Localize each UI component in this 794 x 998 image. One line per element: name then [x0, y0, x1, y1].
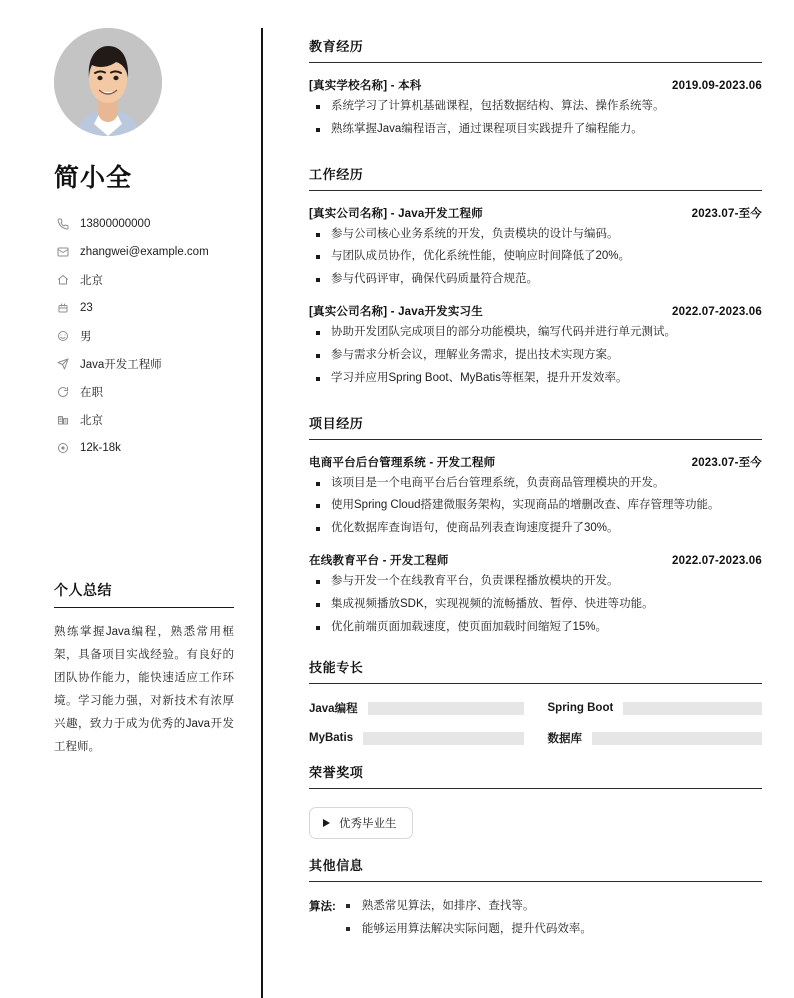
work-entry — [309, 205, 762, 289]
award-label: 优秀毕业生 — [339, 818, 397, 831]
refresh-icon — [54, 386, 71, 398]
education-entry — [309, 77, 762, 139]
bullet-list — [309, 475, 762, 538]
contact-gender — [54, 322, 233, 350]
section-projects — [309, 413, 762, 637]
section-other — [309, 855, 762, 943]
skill-label: 数据库 — [547, 733, 582, 746]
other-group — [309, 897, 762, 943]
spacer — [309, 144, 762, 164]
phone-icon — [54, 218, 71, 230]
skill-row — [309, 700, 524, 716]
skill-row — [309, 730, 524, 746]
entry-title: [真实学校名称] - 本科 — [309, 80, 422, 92]
bullet-item: 参与开发一个在线教育平台，负责课程播放模块的开发。 — [309, 573, 762, 591]
bullet-item: 集成视频播放SDK，实现视频的流畅播放、暂停、快进等功能。 — [309, 596, 762, 614]
skill-row — [548, 700, 763, 716]
awards-row — [309, 807, 762, 839]
skills-grid — [309, 700, 762, 746]
bullet-list — [309, 226, 762, 289]
contact-city — [54, 406, 233, 434]
entry-header — [309, 77, 762, 93]
skill-progress-track — [623, 702, 762, 715]
building-icon — [54, 414, 71, 426]
entry-header — [309, 303, 762, 319]
work-entry — [309, 303, 762, 387]
paper-plane-icon — [54, 358, 71, 370]
skill-progress-track — [368, 702, 524, 715]
sidebar — [0, 0, 263, 998]
entry-title: 在线教育平台 - 开发工程师 — [309, 554, 449, 567]
skill-progress-track — [592, 732, 762, 745]
bullet-item: 与团队成员协作，优化系统性能，使响应时间降低了20%。 — [309, 248, 762, 266]
other-bullet-list — [336, 897, 762, 943]
bullet-item: 使用Spring Cloud搭建微服务架构，实现商品的增删改查、库存管理等功能。 — [309, 497, 762, 515]
entry-header — [309, 205, 762, 221]
bullet-item: 优化前端页面加载速度，使页面加载时间缩短了15%。 — [309, 619, 762, 637]
salary-icon — [54, 442, 71, 454]
section-title-other: 其他信息 — [309, 855, 762, 882]
bullet-list — [309, 573, 762, 636]
bullet-item: 参与公司核心业务系统的开发，负责模块的设计与编码。 — [309, 226, 762, 244]
entry-title: 电商平台后台管理系统 - 开发工程师 — [309, 456, 496, 469]
contact-location — [54, 266, 233, 294]
bullet-item: 协助开发团队完成项目的部分功能模块，编写代码并进行单元测试。 — [309, 324, 762, 342]
section-education — [309, 36, 762, 139]
project-entry — [309, 552, 762, 636]
section-work — [309, 164, 762, 388]
bullet-item: 参与需求分析会议，理解业务需求，提出技术实现方案。 — [309, 347, 762, 365]
contact-value: 23 — [80, 302, 93, 314]
spacer — [309, 746, 762, 762]
entry-title: [真实公司名称] - Java开发实习生 — [309, 306, 483, 319]
avatar — [54, 28, 162, 136]
bullet-item: 系统学习了计算机基础课程，包括数据结构、算法、操作系统等。 — [309, 98, 762, 116]
other-bullet-item: 熟悉常见算法，如排序、查找等。 — [336, 897, 762, 916]
bullet-item: 熟练掌握Java编程语言，通过课程项目实践提升了编程能力。 — [309, 121, 762, 139]
section-title-projects: 项目经历 — [309, 413, 762, 440]
bullet-item: 该项目是一个电商平台后台管理系统，负责商品管理模块的开发。 — [309, 475, 762, 493]
contact-value: Java开发工程师 — [80, 359, 162, 371]
entry-title: [真实公司名称] - Java开发工程师 — [309, 207, 483, 220]
avatar-photo — [54, 28, 162, 136]
skill-row — [548, 730, 763, 746]
contact-value: 北京 — [80, 275, 103, 287]
section-title-education: 教育经历 — [309, 36, 762, 63]
calendar-icon — [54, 302, 71, 314]
contact-value: 北京 — [80, 415, 103, 427]
entry-date: 2023.07-至今 — [691, 456, 762, 469]
contact-value: 男 — [80, 331, 92, 343]
summary-text: 熟练掌握Java编程，熟悉常用框架，具备项目实战经验。有良好的团队协作能力，能快速适应工作环境。学习能力强，对新技术有浓厚兴趣，致力于成为优秀的Java开发工程师。 — [54, 626, 234, 753]
spacer — [309, 641, 762, 657]
home-icon — [54, 274, 71, 286]
entry-header — [309, 552, 762, 568]
skill-label: MyBatis — [309, 732, 354, 745]
contact-value: 12k-18k — [80, 442, 121, 454]
contact-email — [54, 238, 233, 266]
contact-value: 13800000000 — [80, 218, 151, 230]
spacer — [309, 839, 762, 855]
summary-heading: 个人总结 — [54, 580, 234, 608]
skill-progress-track — [363, 732, 523, 745]
award-badge[interactable] — [309, 807, 413, 839]
bullet-list — [309, 324, 762, 387]
section-title-work: 工作经历 — [309, 164, 762, 191]
entry-date: 2022.07-2023.06 — [672, 554, 762, 567]
bullet-item: 优化数据库查询语句，使商品列表查询速度提升了30%。 — [309, 520, 762, 538]
contact-position — [54, 350, 233, 378]
contact-salary — [54, 434, 233, 462]
skill-label: Spring Boot — [547, 702, 614, 715]
entry-date: 2022.07-2023.06 — [672, 306, 762, 319]
entry-date: 2023.07-至今 — [691, 207, 762, 220]
entry-header — [309, 454, 762, 470]
summary-block — [54, 580, 234, 759]
page-title: 简小全 — [54, 164, 133, 192]
contact-phone — [54, 210, 233, 238]
contact-value: 在职 — [80, 387, 103, 399]
contact-list — [54, 210, 233, 462]
play-arrow-icon — [323, 819, 330, 827]
other-bullet-item: 能够运用算法解决实际问题，提升代码效率。 — [336, 920, 762, 939]
envelope-icon — [54, 246, 71, 258]
contact-age — [54, 294, 233, 322]
section-title-awards: 荣誉奖项 — [309, 762, 762, 789]
spacer — [309, 393, 762, 413]
section-skills — [309, 657, 762, 746]
entry-date: 2019.09-2023.06 — [672, 80, 762, 92]
bullet-list — [309, 98, 762, 139]
avatar-illustration — [54, 28, 162, 136]
gender-icon — [54, 330, 71, 342]
section-title-skills: 技能专长 — [309, 657, 762, 684]
bullet-item: 学习并应用Spring Boot、MyBatis等框架，提升开发效率。 — [309, 370, 762, 388]
skill-label: Java编程 — [309, 703, 358, 716]
other-group-label: 算法: — [309, 901, 336, 914]
main-content — [263, 0, 794, 998]
section-awards — [309, 762, 762, 839]
contact-value: zhangwei@example.com — [80, 246, 209, 258]
project-entry — [309, 454, 762, 538]
bullet-item: 参与代码评审，确保代码质量符合规范。 — [309, 271, 762, 289]
contact-status — [54, 378, 233, 406]
